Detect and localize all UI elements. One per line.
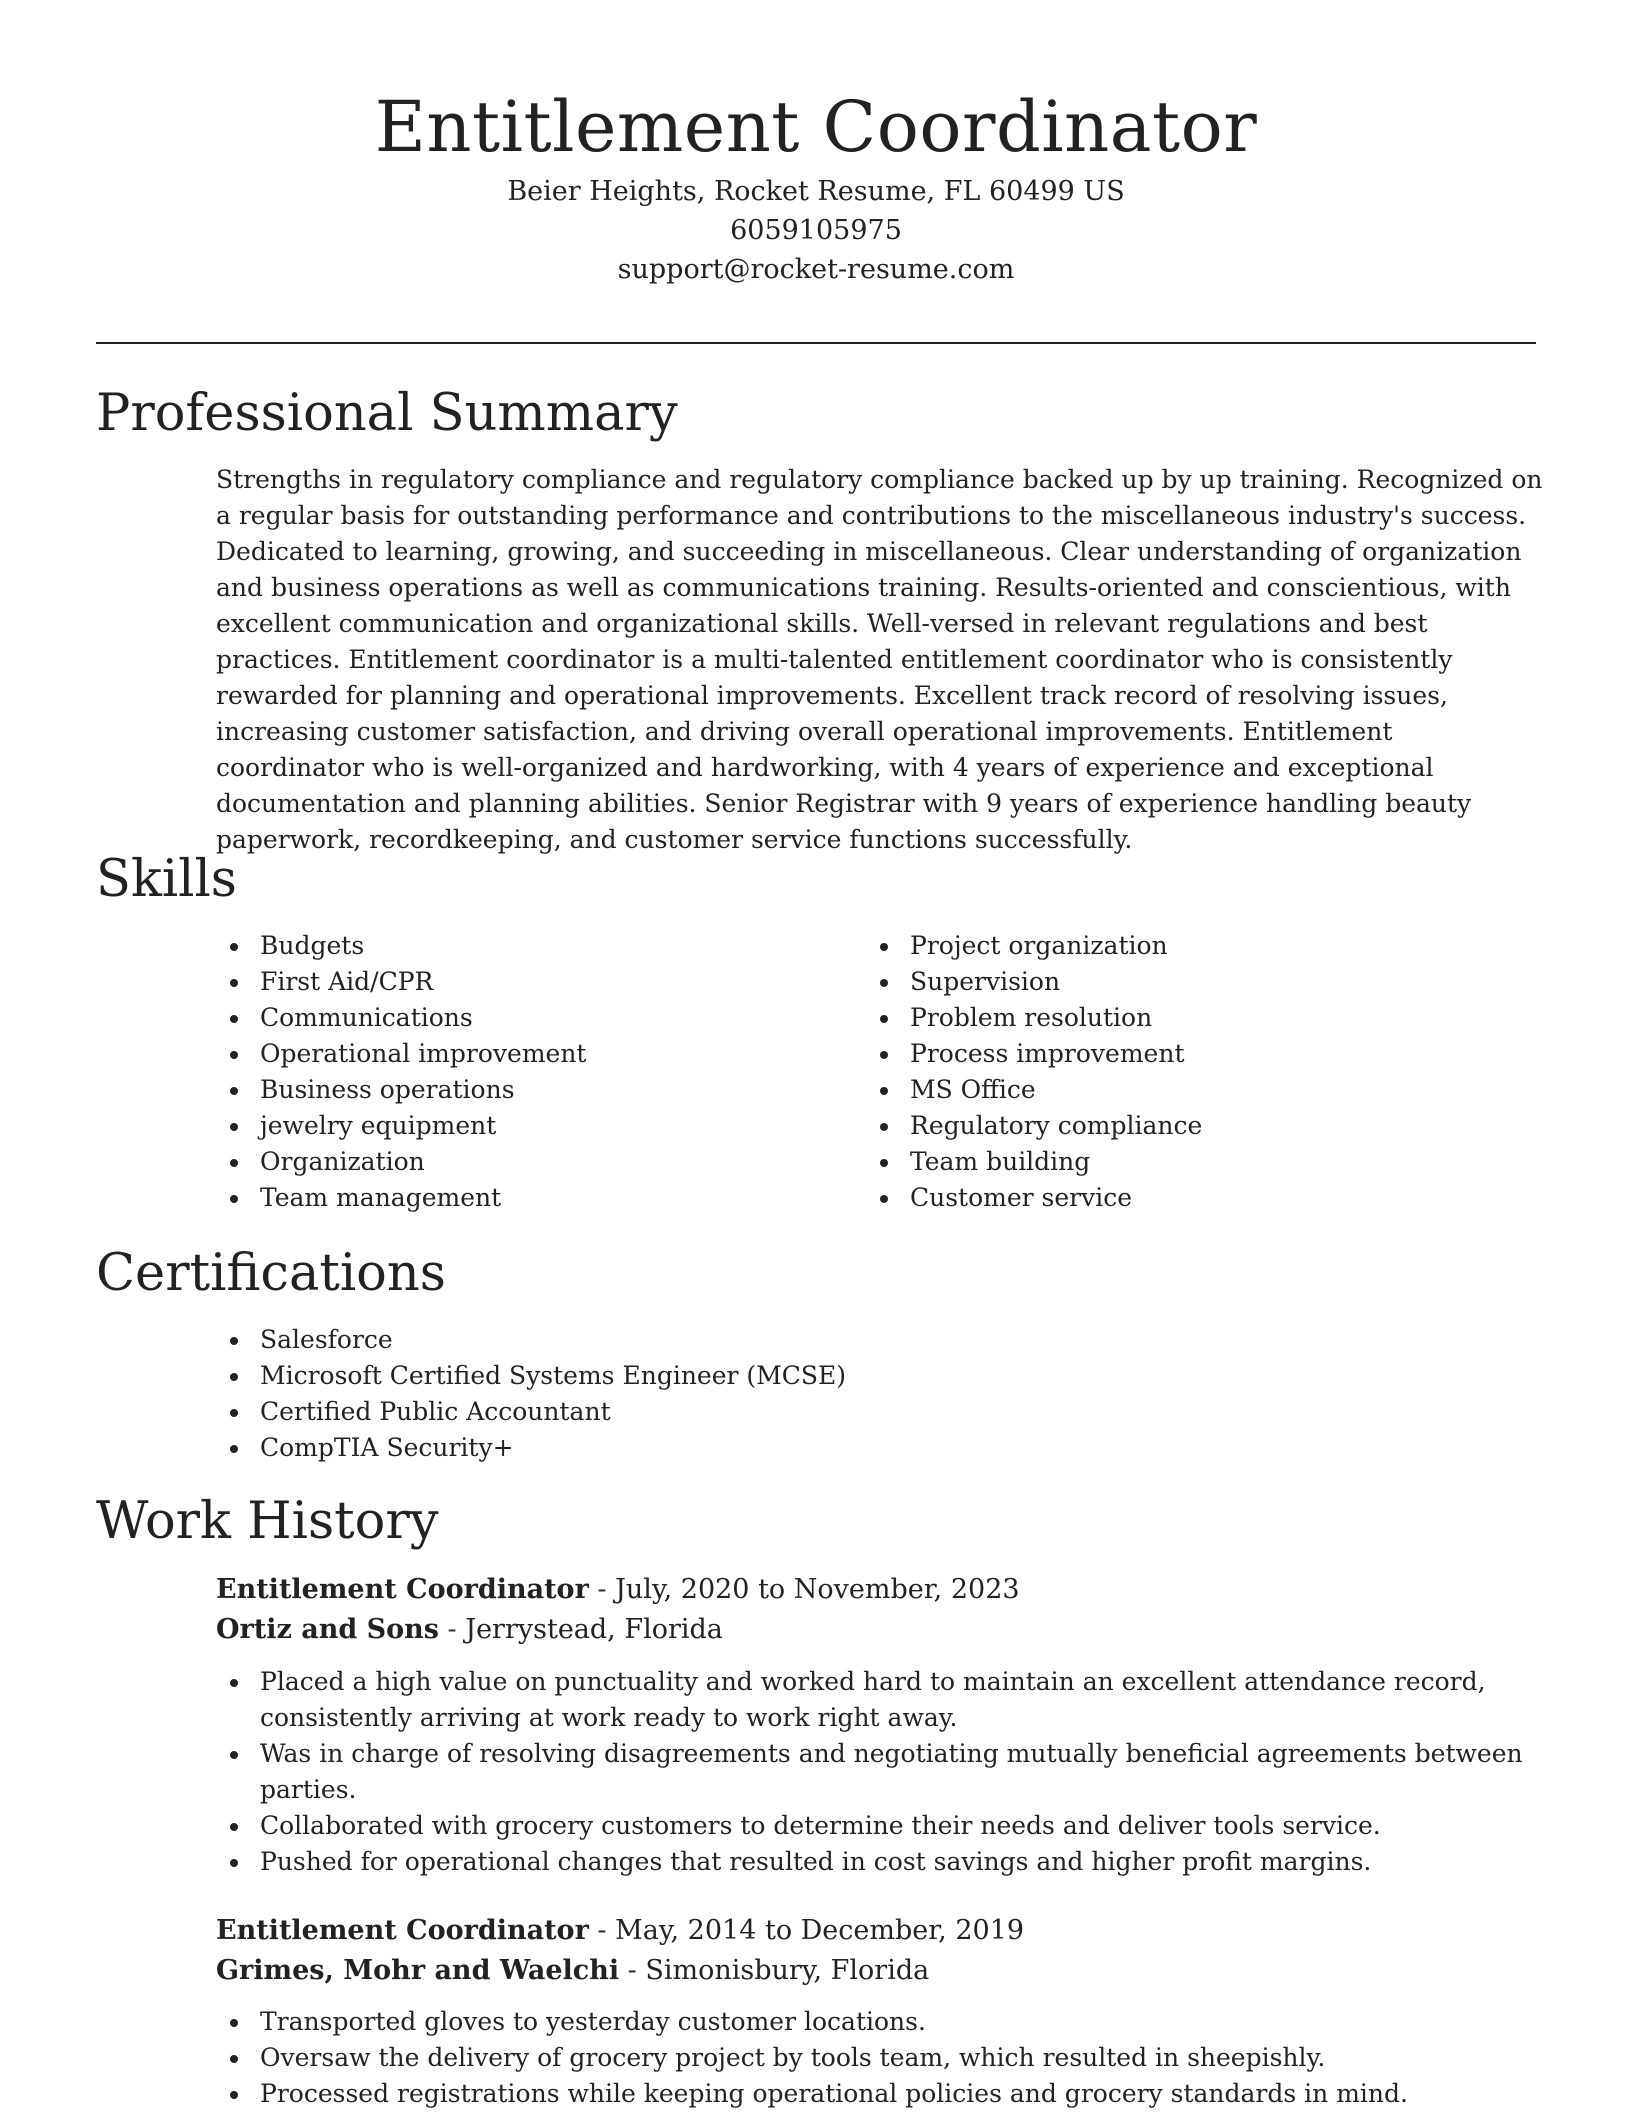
bullet-icon (230, 943, 238, 951)
skill-item (866, 1180, 1506, 1216)
bullet-icon (230, 1159, 238, 1167)
skill-item (866, 1144, 1506, 1180)
skills-heading: Skills (96, 850, 237, 909)
email-address: support@rocket-resume.com (617, 254, 1015, 285)
job-dates: May, 2014 to December, 2019 (615, 1915, 1025, 1946)
bullet-icon (230, 1823, 238, 1831)
skill-item (866, 928, 1506, 964)
bullet-icon (230, 1859, 238, 1867)
bullet-icon (880, 1015, 888, 1023)
candidate-name: Entitlement Coordinator (374, 86, 1258, 168)
skill-label: Budgets (260, 931, 365, 960)
skills-list-right (866, 928, 1506, 1216)
skill-item (866, 1108, 1506, 1144)
bullet-icon (880, 1123, 888, 1131)
skill-item (216, 1180, 856, 1216)
job-company-line (216, 1610, 1536, 1650)
job-company: Grimes, Mohr and Waelchi (216, 1955, 620, 1986)
skill-item (216, 1072, 856, 1108)
job-position: Entitlement Coordinator (216, 1574, 589, 1605)
work-history-heading: Work History (96, 1492, 439, 1551)
bullet-icon (230, 1409, 238, 1417)
job-duty-text: Oversaw the delivery of grocery project by tools team, which resulted in sheepishly. (260, 2043, 1326, 2072)
header-divider (96, 342, 1536, 344)
job-separator: - (619, 1955, 646, 1986)
skill-label: Problem resolution (910, 1003, 1153, 1032)
skill-label: Team management (260, 1183, 502, 1212)
job-duty (216, 2004, 1536, 2040)
bullet-icon (230, 1373, 238, 1381)
bullet-icon (230, 1087, 238, 1095)
job-duty (216, 1736, 1536, 1808)
skill-label: jewelry equipment (260, 1111, 497, 1140)
bullet-icon (880, 943, 888, 951)
skill-item (866, 1072, 1506, 1108)
certification-item (216, 1358, 1536, 1394)
job-separator: - (438, 1614, 466, 1645)
bullet-icon (230, 1751, 238, 1759)
job-position: Entitlement Coordinator (216, 1915, 589, 1946)
bullet-icon (880, 1087, 888, 1095)
skill-label: Supervision (910, 967, 1061, 996)
bullet-icon (230, 1195, 238, 1203)
certification-label: CompTIA Security+ (260, 1433, 514, 1462)
job-separator: - (588, 1915, 616, 1946)
bullet-icon (880, 979, 888, 987)
skill-label: Team building (910, 1147, 1091, 1176)
bullet-icon (230, 979, 238, 987)
job-dates: July, 2020 to November, 2023 (615, 1574, 1020, 1605)
skill-label: MS Office (910, 1075, 1036, 1104)
job-location: Simonisbury, Florida (645, 1955, 930, 1986)
skill-label: Project organization (910, 931, 1168, 960)
bullet-icon (230, 1337, 238, 1345)
certification-item (216, 1322, 1536, 1358)
bullet-icon (230, 2055, 238, 2063)
skill-item (866, 964, 1506, 1000)
skill-label: Customer service (910, 1183, 1133, 1212)
skill-label: Regulatory compliance (910, 1111, 1203, 1140)
job-duty (216, 1664, 1536, 1736)
job-duty-text: Transported gloves to yesterday customer locations. (260, 2007, 926, 2036)
bullet-icon (880, 1051, 888, 1059)
job-title-line (216, 1570, 1536, 1610)
skill-item (216, 1036, 856, 1072)
skill-label: Organization (260, 1147, 425, 1176)
skill-label: Business operations (260, 1075, 515, 1104)
skill-item (216, 964, 856, 1000)
phone-number: 6059105975 (730, 215, 902, 246)
resume-header (0, 82, 1632, 289)
job-company: Ortiz and Sons (216, 1614, 439, 1645)
summary-text: Strengths in regulatory compliance and regulatory compliance backed up by up training. Recognized on a regular basis for outstanding performance and contributions to the miscellaneous industry's success. Dedicated to learning, growing, and succeeding in miscellaneous. Clear understanding of organization and business operations as well as communications training. Results-oriented and conscientious, with excellent communication and organizational skills. Well-versed in relevant regulations and best practices. Entitlement coordinator is a multi-talented entitlement coordinator who is consistently rewarded for planning and operational improvements. Excellent track record of resolving issues, increasing customer satisfaction, and driving overall operational improvements. Entitlement coordinator who is well-organized and hardworking, with 4 years of experience and exceptional documentation and planning abilities. Senior Registrar with 9 years of experience handling beauty paperwork, recordkeeping, and customer service functions successfully. (216, 465, 1543, 854)
skill-item (866, 1036, 1506, 1072)
certification-label: Salesforce (260, 1325, 393, 1354)
certification-label: Microsoft Certified Systems Engineer (MCSE) (260, 1361, 847, 1390)
skill-item (216, 1108, 856, 1144)
skills-list-left (216, 928, 856, 1216)
job-duty (216, 1808, 1536, 1844)
job-title-line (216, 1911, 1536, 1951)
certification-item (216, 1430, 1536, 1466)
skill-item (216, 928, 856, 964)
bullet-icon (230, 1123, 238, 1131)
certification-label: Certified Public Accountant (260, 1397, 611, 1426)
address: Beier Heights, Rocket Resume, FL 60499 US (507, 176, 1125, 207)
job-duty-text: Pushed for operational changes that resulted in cost savings and higher profit margins. (260, 1847, 1372, 1876)
job-duties-list (216, 2004, 1536, 2112)
bullet-icon (230, 2019, 238, 2027)
skill-label: First Aid/CPR (260, 967, 434, 996)
job-entry (216, 1570, 1536, 1876)
job-duty (216, 2040, 1536, 2076)
job-duty-text: Was in charge of resolving disagreements and negotiating mutually beneficial agreements between parties. (260, 1739, 1523, 1804)
job-company-line (216, 1951, 1536, 1991)
skill-item (216, 1144, 856, 1180)
skill-item (216, 1000, 856, 1036)
bullet-icon (230, 1051, 238, 1059)
job-duty-text: Processed registrations while keeping operational policies and grocery standards in mind. (260, 2079, 1408, 2108)
skill-label: Operational improvement (260, 1039, 587, 1068)
job-duty-text: Collaborated with grocery customers to determine their needs and deliver tools service. (260, 1811, 1381, 1840)
skill-label: Process improvement (910, 1039, 1185, 1068)
bullet-icon (230, 1015, 238, 1023)
summary-heading: Professional Summary (96, 384, 678, 443)
bullet-icon (880, 1195, 888, 1203)
job-separator: - (588, 1574, 616, 1605)
bullet-icon (230, 1679, 238, 1687)
job-location: Jerrystead, Florida (465, 1614, 723, 1645)
job-duty (216, 1844, 1536, 1880)
certification-item (216, 1394, 1536, 1430)
bullet-icon (230, 1445, 238, 1453)
job-entry (216, 1911, 1536, 2108)
bullet-icon (230, 2091, 238, 2099)
certifications-heading: Certifications (96, 1244, 446, 1303)
job-duties-list (216, 1664, 1536, 1880)
skill-item (866, 1000, 1506, 1036)
skill-label: Communications (260, 1003, 473, 1032)
certifications-list (216, 1322, 1536, 1466)
job-duty (216, 2076, 1536, 2112)
job-duty-text: Placed a high value on punctuality and worked hard to maintain an excellent attendance record, consistently arriving at work ready to work right away. (260, 1667, 1486, 1732)
bullet-icon (880, 1159, 888, 1167)
